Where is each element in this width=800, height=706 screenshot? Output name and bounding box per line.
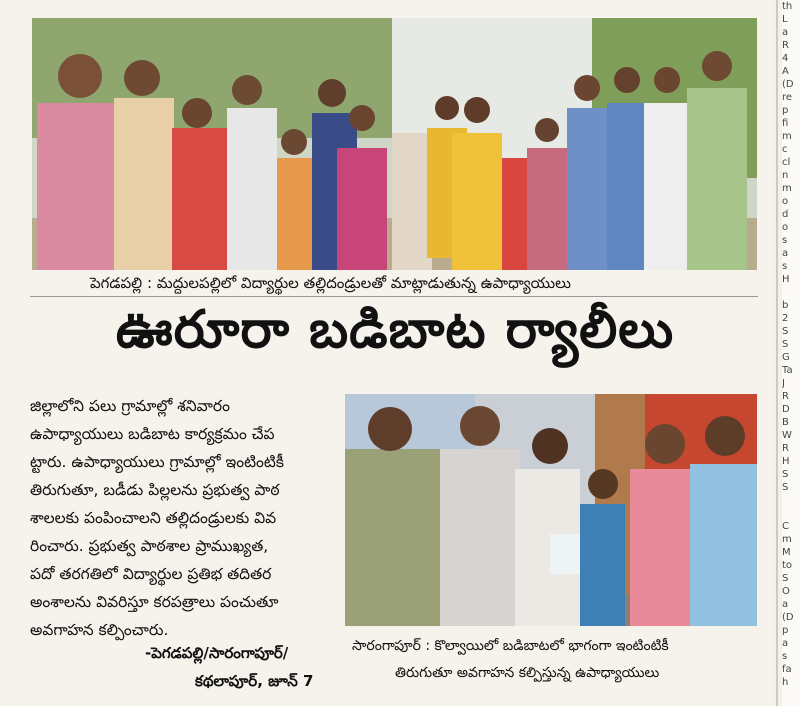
adjacent-column-fragment xyxy=(782,0,800,706)
side-fragment: s xyxy=(782,235,788,246)
caption-divider xyxy=(30,296,758,297)
body-line: జిల్లాలోని పలు గ్రామాల్లో శనివారం xyxy=(30,397,230,415)
top-photo-caption: పెగడపల్లి : మద్దులపల్లిలో విద్యార్థుల తల్లిదండ్రులతో మాట్లాడుతున్న ఉపాధ్యాయులు xyxy=(90,274,571,292)
side-fragment: S xyxy=(782,339,789,350)
column-divider xyxy=(776,0,778,706)
body-line: పదో తరగతిలో విద్యార్థుల ప్రతిభ తదితర xyxy=(30,565,272,583)
side-fragment: a xyxy=(782,599,789,610)
side-fragment: S xyxy=(782,326,789,337)
side-fragment: (D xyxy=(782,79,794,90)
side-fragment: J xyxy=(782,378,785,389)
bottom-photo-caption-line-2: తిరుగుతూ అవగాహన కల్పిస్తున్న ఉపాధ్యాయులు xyxy=(395,665,660,681)
side-fragment: o xyxy=(782,222,789,233)
side-fragment: d xyxy=(782,209,789,220)
side-fragment: h xyxy=(782,677,789,688)
side-fragment: c xyxy=(782,144,788,155)
body-line: రించారు. ప్రభుత్వ పాఠశాల ప్రాముఖ్యత, xyxy=(30,537,269,555)
bottom-photo xyxy=(345,394,757,626)
side-fragment: cl xyxy=(782,157,791,168)
side-fragment: O xyxy=(782,586,790,597)
side-fragment: p xyxy=(782,625,789,636)
side-fragment: A xyxy=(782,66,789,77)
side-fragment: a xyxy=(782,638,789,649)
side-fragment: W xyxy=(782,430,792,441)
side-fragment: C xyxy=(782,521,789,532)
side-fragment: R xyxy=(782,443,789,454)
body-line: ట్టారు. ఉపాధ్యాయులు గ్రామాల్లో ఇంటింటికీ xyxy=(30,453,284,471)
byline-line-2: కథలాపూర్, జూన్ 7 xyxy=(195,672,314,690)
byline-line-1: -పెగడపల్లి/సారంగాపూర్/ xyxy=(145,644,289,662)
side-fragment: m xyxy=(782,183,792,194)
side-fragment xyxy=(782,507,800,520)
side-fragment: o xyxy=(782,196,789,207)
side-fragment: D xyxy=(782,404,790,415)
side-fragment: 2 xyxy=(782,313,789,324)
side-fragment xyxy=(782,494,800,507)
body-line: అంశాలను వివరిస్తూ కరపత్రాలు పంచుతూ xyxy=(30,593,279,611)
side-fragment: R xyxy=(782,391,789,402)
side-fragment: fi xyxy=(782,118,789,129)
side-fragment: s xyxy=(782,651,788,662)
side-fragment: H xyxy=(782,274,790,285)
side-fragment: to xyxy=(782,560,793,571)
side-fragment: n xyxy=(782,170,789,181)
side-fragment: L xyxy=(782,14,788,25)
side-fragment: s xyxy=(782,261,788,272)
side-fragment: (D xyxy=(782,612,794,623)
side-fragment: 4 xyxy=(782,53,789,64)
side-fragment: S xyxy=(782,573,789,584)
body-line: శాలలకు పంపించాలని తల్లిదండ్రులకు వివ xyxy=(30,509,277,527)
bottom-photo-caption-line-1: సారంగాపూర్ : కొల్వాయిలో బడిబాటలో భాగంగా ఇంటింటికీ xyxy=(352,638,669,654)
side-fragment: M xyxy=(782,547,791,558)
side-fragment: th xyxy=(782,1,793,12)
article-body xyxy=(30,392,335,644)
side-fragment: S xyxy=(782,469,789,480)
body-line: తిరుగుతూ, బడీడు పిల్లలను ప్రభుత్వ పాఠ xyxy=(30,481,280,499)
side-fragment: Ta xyxy=(782,365,793,376)
side-fragment: R xyxy=(782,40,789,51)
body-line: అవగాహన కల్పించారు. xyxy=(30,621,169,639)
side-fragment: S xyxy=(782,482,789,493)
side-fragment: re xyxy=(782,92,793,103)
side-fragment: H xyxy=(782,456,790,467)
side-fragment: G xyxy=(782,352,790,363)
top-photo xyxy=(32,18,757,270)
side-fragment: fa xyxy=(782,664,792,675)
side-fragment: b xyxy=(782,300,789,311)
side-fragment: m xyxy=(782,131,792,142)
side-fragment: m xyxy=(782,534,792,545)
side-fragment: p xyxy=(782,105,789,116)
side-fragment: a xyxy=(782,248,789,259)
side-fragment xyxy=(782,286,800,299)
side-fragment: a xyxy=(782,27,789,38)
side-fragment: B xyxy=(782,417,789,428)
headline: ఊరూరా బడిబాట ర్యాలీలు xyxy=(115,300,675,360)
body-line: ఉపాధ్యాయులు బడిబాట కార్యక్రమం చేప xyxy=(30,425,275,443)
